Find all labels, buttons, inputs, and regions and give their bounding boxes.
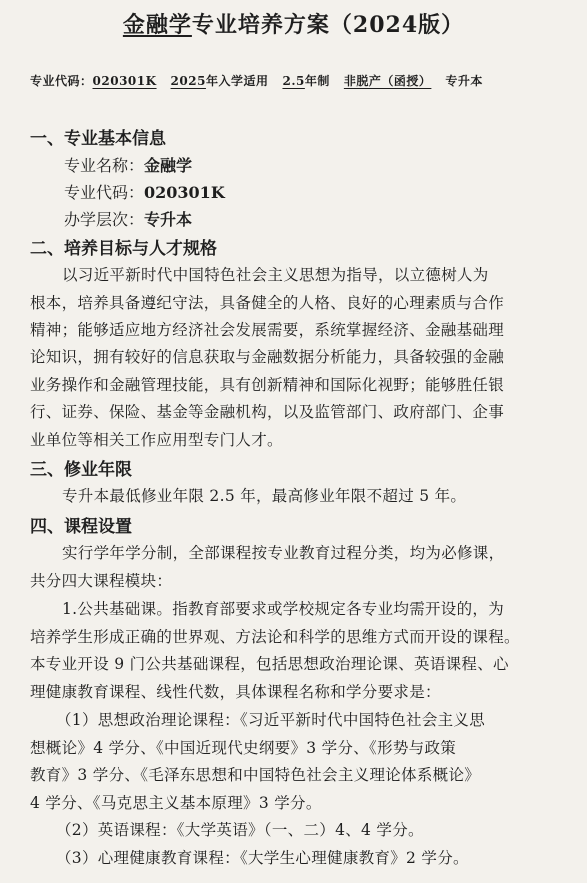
course-item-line: （1）思想政治理论课程：《习近平新时代中国特色社会主义思 <box>56 711 486 729</box>
info-label: 办学层次： <box>64 210 145 229</box>
section-heading-duration: 三、修业年限 <box>30 460 132 480</box>
program-meta-line <box>30 72 570 89</box>
paragraph-line: 精神；能够适应地方经济社会发展需要，系统掌握经济、金融基础理 <box>30 321 505 339</box>
info-value: 专升本 <box>144 210 193 229</box>
meta-code-value: 020301K <box>92 74 157 88</box>
course-item-line: 想概论》4 学分、《中国近现代史纲要》3 学分、《形势与政策 <box>30 739 457 757</box>
course-item-line: 教育》3 学分、《毛泽东思想和中国特色社会主义理论体系概论》 <box>30 766 481 784</box>
info-value: 020301K <box>144 183 225 202</box>
paragraph-line: 实行学年学分制，全部课程按专业教育过程分类，均为必修课， <box>62 544 505 562</box>
section-heading-objectives: 二、培养目标与人才规格 <box>30 239 217 259</box>
course-item-line: 4 学分、《马克思主义基本原理》3 学分。 <box>30 794 322 812</box>
section-heading-basic-info: 一、专业基本信息 <box>30 129 166 149</box>
title-major: 金融学 <box>122 12 192 38</box>
info-level <box>64 207 192 230</box>
info-value: 金融学 <box>144 156 193 175</box>
info-label: 专业名称： <box>64 156 145 175</box>
meta-year-suffix: 年入学适用 <box>205 74 269 88</box>
course-item-line: （3）心理健康教育课程：《大学生心理健康教育》2 学分。 <box>56 849 469 867</box>
document-title <box>0 8 587 39</box>
course-item-line: （2）英语课程：《大学英语》（一、二）4、4 学分。 <box>56 821 424 839</box>
paragraph-line: 培养学生形成正确的世界观、方法论和科学的思维方式而开设的课程。 <box>30 628 520 646</box>
paragraph-line: 行、证券、保险、基金等金融机构，以及监管部门、政府部门、企事 <box>30 403 505 421</box>
paragraph-line: 本专业开设 9 门公共基础课程，包括思想政治理论课、英语课程、心 <box>30 655 509 673</box>
paragraph-line: 以习近平新时代中国特色社会主义思想为指导，以立德树人为 <box>62 266 489 284</box>
paragraph-line: 业务操作和金融管理技能，具有创新精神和国际化视野；能够胜任银 <box>30 376 505 394</box>
info-label: 专业代码： <box>64 183 145 202</box>
paragraph-line: 业单位等相关工作应用型专门人才。 <box>30 431 283 449</box>
duration-text: 专升本最低修业年限 2.5 年，最高修业年限不超过 5 年。 <box>62 487 467 505</box>
meta-duration-suffix: 年制 <box>304 74 330 88</box>
paragraph-line: 论知识，拥有较好的信息获取与金融数据分析能力，具备较强的金融 <box>30 348 505 366</box>
title-rest: 专业培养方案（2024版） <box>191 12 465 38</box>
section-heading-curriculum: 四、课程设置 <box>30 517 132 537</box>
paragraph-line: 1.公共基础课。指教育部要求或学校规定各专业均需开设的，为 <box>62 600 504 618</box>
paragraph-line: 共分四大课程模块： <box>30 572 173 590</box>
paragraph-line: 根本，培养具备遵纪守法，具备健全的人格、良好的心理素质与合作 <box>30 294 505 312</box>
meta-level: 专升本 <box>445 74 483 88</box>
info-major-code <box>64 180 225 203</box>
meta-year-value: 2025 <box>170 74 206 88</box>
meta-code-label: 专业代码： <box>30 74 93 88</box>
paragraph-line: 理健康教育课程、线性代数，具体课程名称和学分要求是： <box>30 683 441 701</box>
meta-duration-value: 2.5 <box>282 74 305 88</box>
meta-study-mode: 非脱产（函授） <box>343 74 432 88</box>
info-major-name <box>64 153 192 176</box>
